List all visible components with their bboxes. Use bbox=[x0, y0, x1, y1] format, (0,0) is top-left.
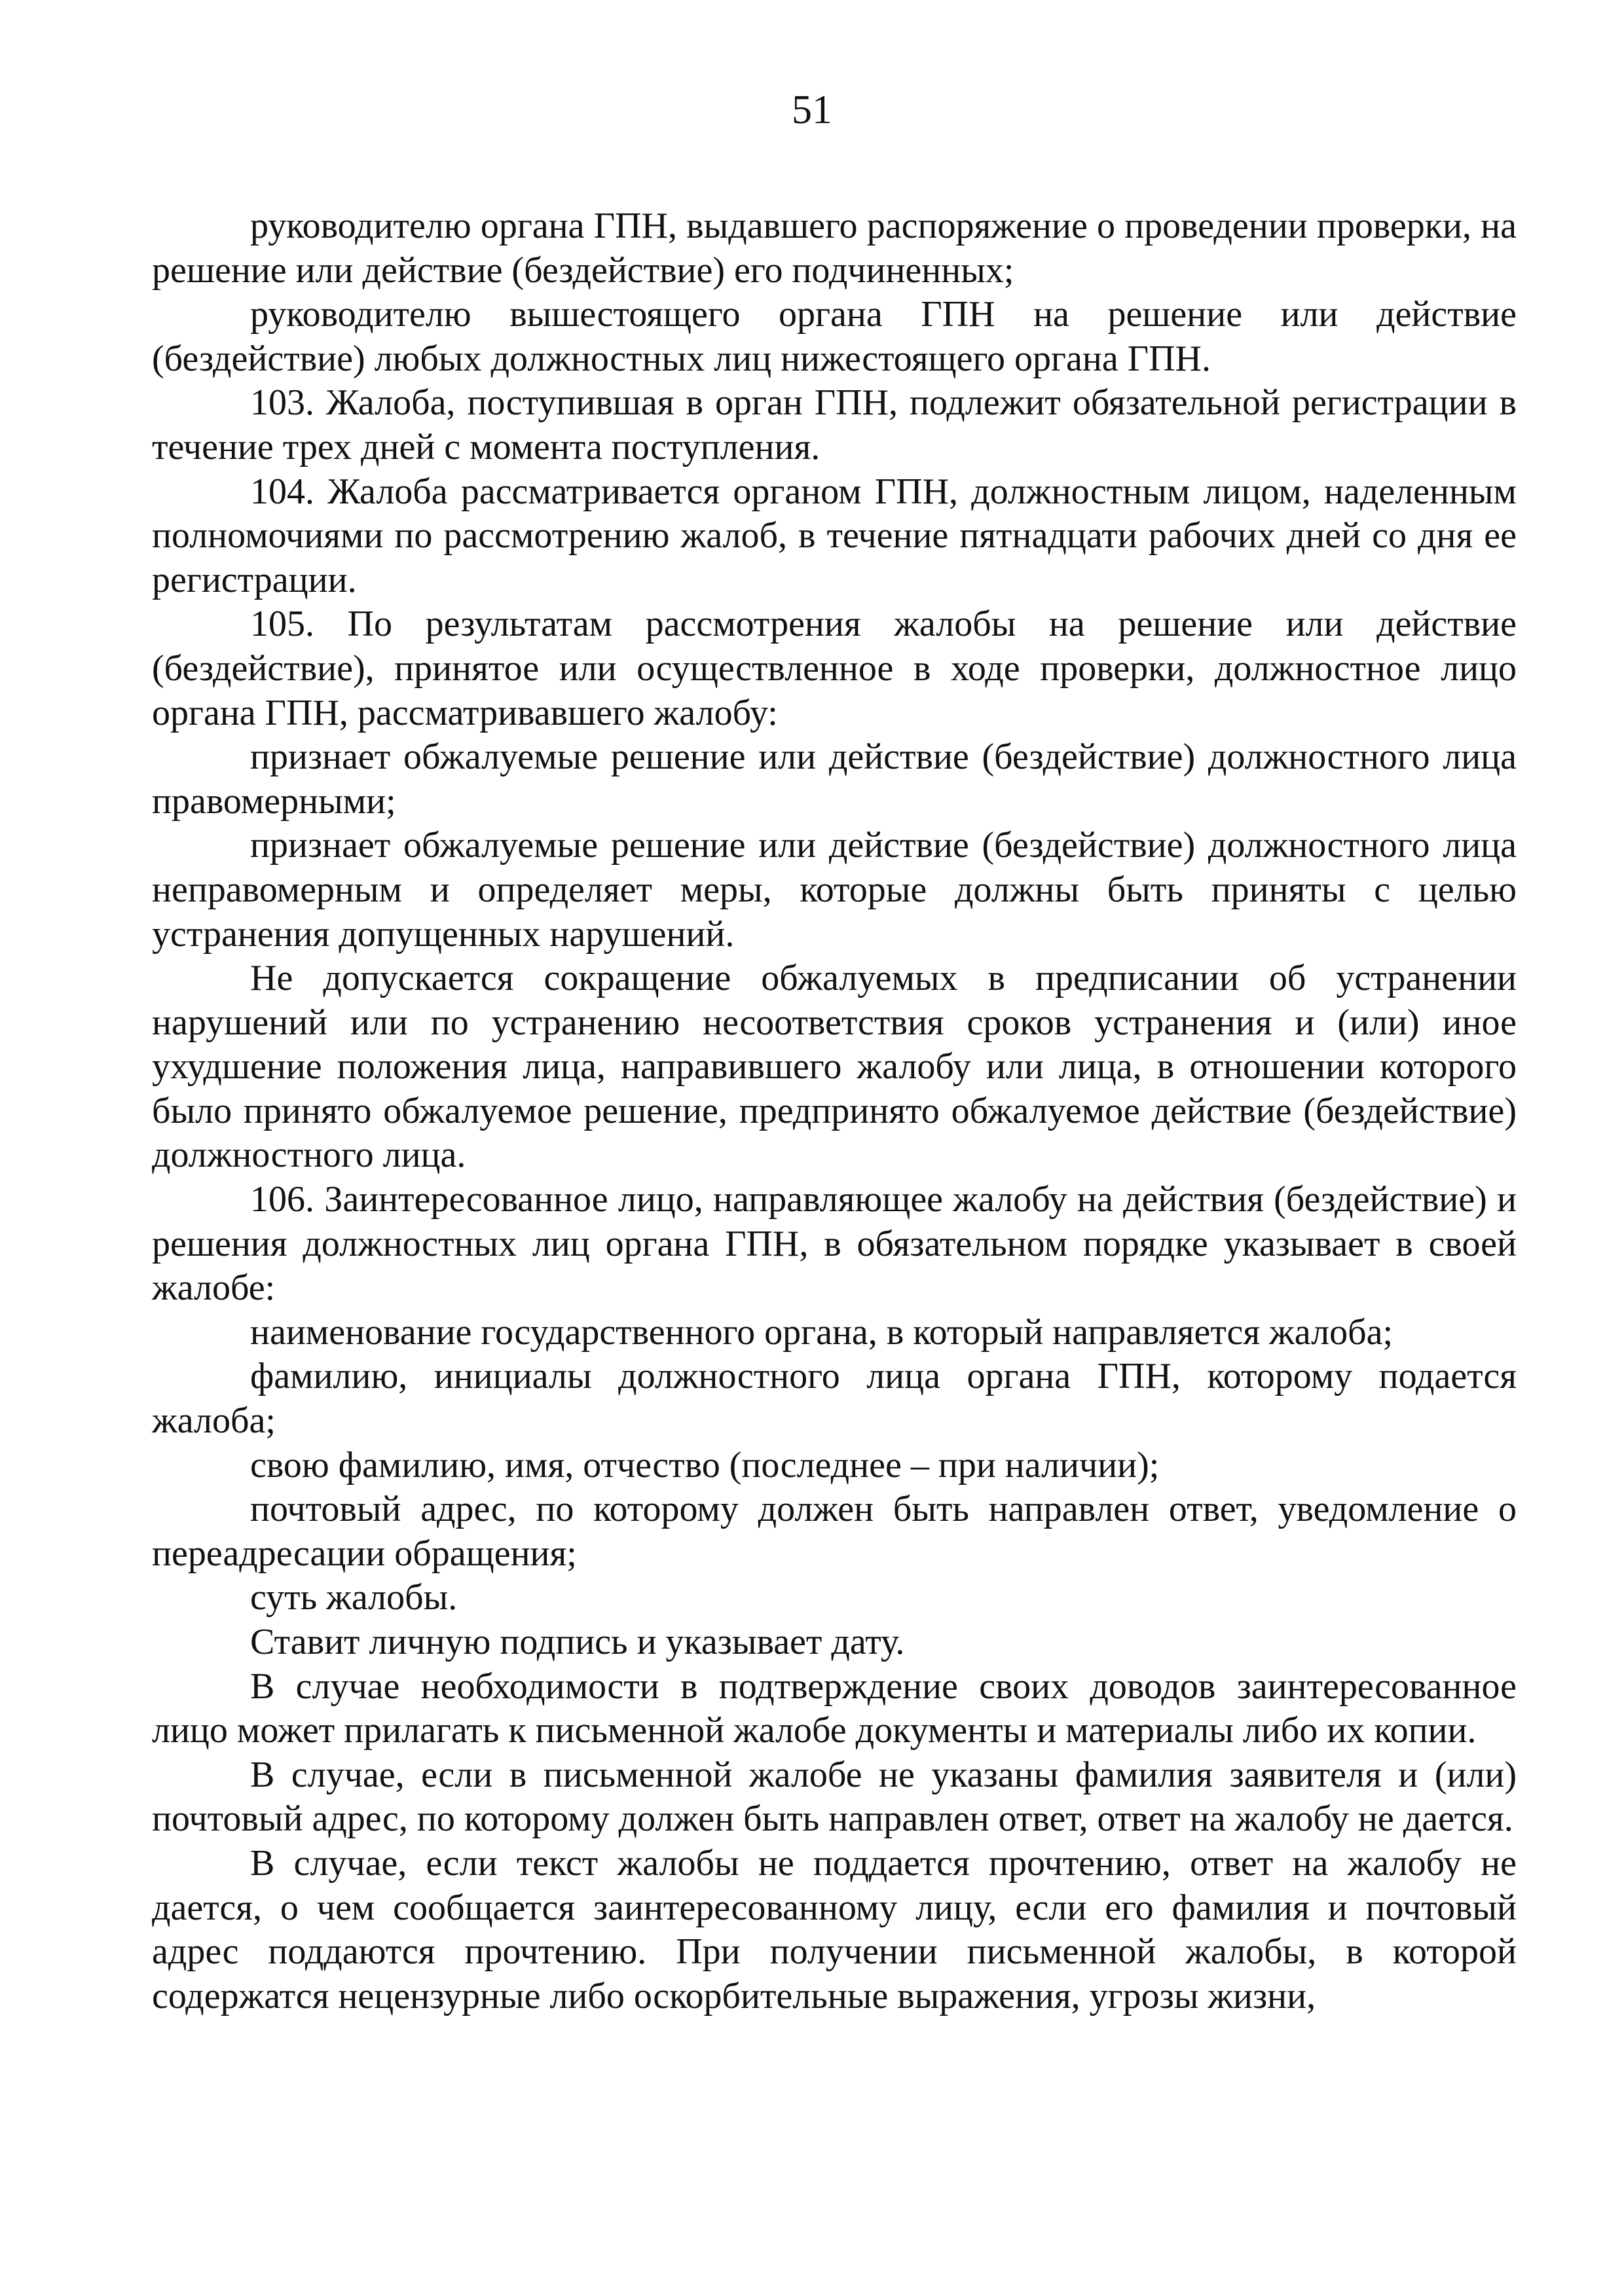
paragraph-signature-date: Ставит личную подпись и указывает дату. bbox=[250, 1622, 905, 1662]
paragraph-not-allowed: Не допускается сокращение обжалуемых в предписании об устранении нарушений или по устранению несоответствия сроков устранения и (или) иное ухудшение положения лица, направившего жалобу или лица, в отношении которого было принято обжалуемое решение, предпринято обжалуемое действие (бездействие) должностного лица. bbox=[152, 958, 1517, 1176]
document-body bbox=[152, 204, 1517, 2018]
paragraph-103: 103. Жалоба, поступившая в орган ГПН, подлежит обязательной регистрации в течение трех дней с момента поступления. bbox=[152, 382, 1517, 467]
paragraph-unreadable: В случае, если текст жалобы не поддается прочтению, ответ на жалобу не дается, о чем сообщается заинтересованному лицу, если его фамилия и почтовый адрес поддаются прочтению. При получении письменной жалобы, в которой содержатся нецензурные либо оскорбительные выражения, угрозы жизни, bbox=[152, 1842, 1517, 2016]
paragraph-106-essence: суть жалобы. bbox=[250, 1577, 458, 1618]
paragraph-106-official-name: фамилию, инициалы должностного лица органа ГПН, которому подается жалоба; bbox=[152, 1356, 1517, 1442]
paragraph-complaint-higher-body: руководителю вышестоящего органа ГПН на решение или действие (бездействие) любых должностных лиц нижестоящего органа ГПН. bbox=[152, 294, 1517, 379]
paragraph-106: 106. Заинтересованное лицо, направляющее жалобу на действия (бездействие) и решения должностных лиц органа ГПН, в обязательном порядке указывает в своей жалобе: bbox=[152, 1179, 1517, 1309]
paragraph-105-lawful: признает обжалуемые решение или действие (бездействие) должностного лица правомерными; bbox=[152, 737, 1517, 822]
paragraph-104: 104. Жалоба рассматривается органом ГПН, должностным лицом, наделенным полномочиями по рассмотрению жалоб, в течение пятнадцати рабочих дней со дня ее регистрации. bbox=[152, 471, 1517, 600]
paragraph-106-own-name: свою фамилию, имя, отчество (последнее – при наличии); bbox=[250, 1444, 1160, 1485]
paragraph-106-body-name: наименование государственного органа, в который направляется жалоба; bbox=[250, 1311, 1393, 1353]
paragraph-105: 105. По результатам рассмотрения жалобы на решение или действие (бездействие), принятое или осуществленное в ходе проверки, должностное лицо органа ГПН, рассматривавшего жалобу: bbox=[152, 604, 1517, 733]
paragraph-106-postal-address: почтовый адрес, по которому должен быть направлен ответ, уведомление о переадресации обращения; bbox=[152, 1489, 1517, 1574]
paragraph-no-name-address: В случае, если в письменной жалобе не указаны фамилия заявителя и (или) почтовый адрес, по которому должен быть направлен ответ, ответ на жалобу не дается. bbox=[152, 1754, 1517, 1840]
page-number: 51 bbox=[792, 88, 832, 132]
paragraph-105-unlawful: признает обжалуемые решение или действие (бездействие) должностного лица неправомерным и определяет меры, которые должны быть приняты с целью устранения допущенных нарушений. bbox=[152, 825, 1517, 955]
paragraph-complaint-head-of-body: руководителю органа ГПН, выдавшего распоряжение о проведении проверки, на решение или действие (бездействие) его подчиненных; bbox=[152, 206, 1517, 291]
paragraph-attachments: В случае необходимости в подтверждение своих доводов заинтересованное лицо может прилагать к письменной жалобе документы и материалы либо их копии. bbox=[152, 1666, 1517, 1751]
